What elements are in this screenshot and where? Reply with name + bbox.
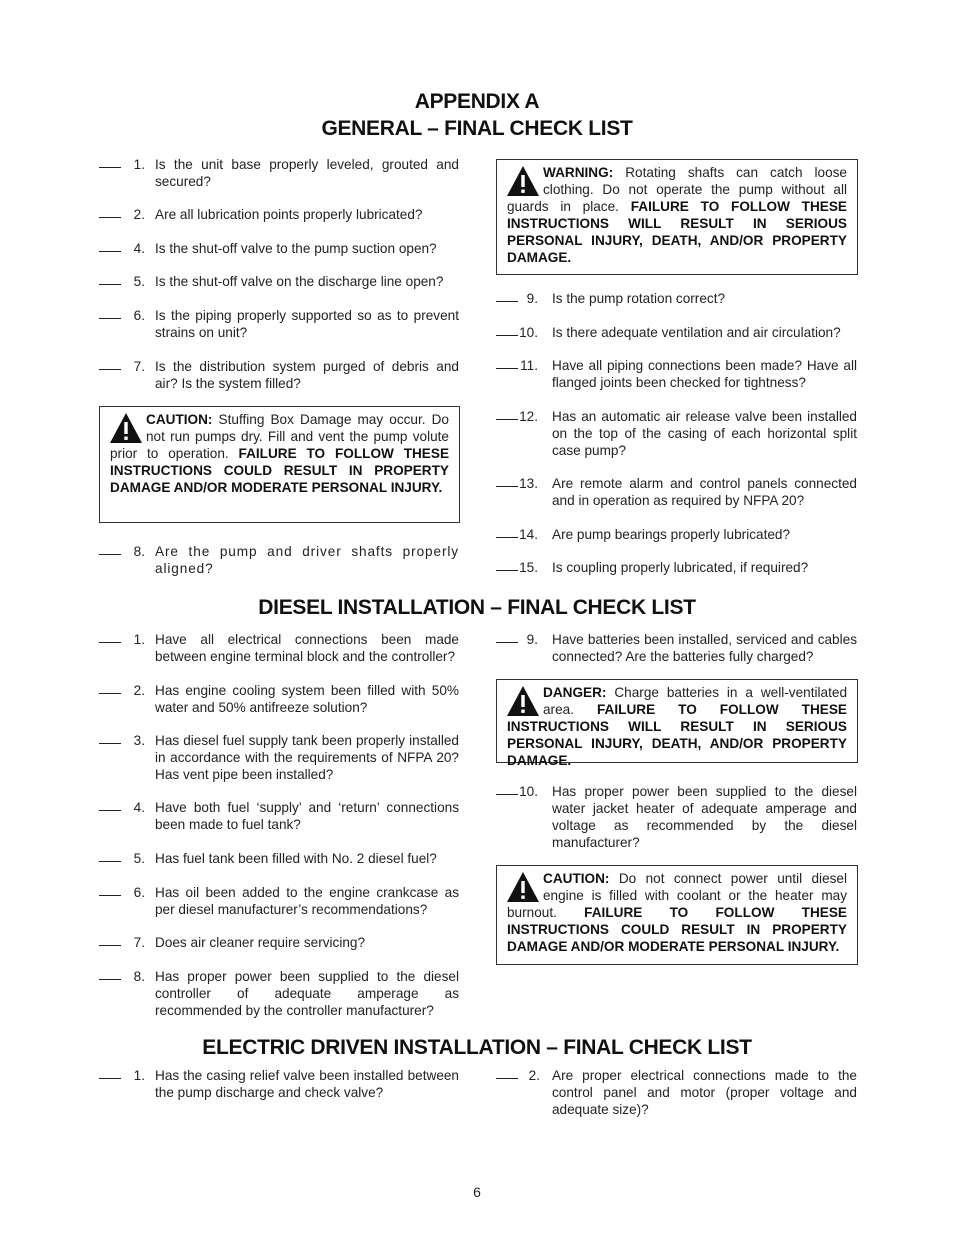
diesel-item-8[interactable]: 8. Has proper power been supplied to the diesel controller of adequate amperage as recommended by the controller manufacturer? [133, 969, 459, 1018]
diesel-item-4[interactable]: 4. Have both fuel ‘supply’ and ‘return’ connections been made to fuel tank? [133, 800, 459, 832]
general-item-6[interactable]: 6. Is the piping properly supported so as to prevent strains on unit? [133, 308, 459, 340]
appendix-title: APPENDIX A [414, 90, 540, 113]
danger-bold-text: FAILURE TO FOLLOW THESE INSTRUCTIONS WILL RESULT IN SERIOUS PERSONAL INJURY, DEATH, AND/OR PROPERTY DAMAGE. [507, 702, 848, 768]
general-title: GENERAL – FINAL CHECK LIST [321, 117, 633, 140]
general-caution-box [99, 406, 460, 523]
general-item-2[interactable]: 2. Are all lubrication points properly lubricated? [133, 207, 423, 222]
danger-label: DANGER: [543, 685, 607, 700]
warning-label: WARNING: [543, 165, 614, 180]
diesel-item-10[interactable]: 10. Has proper power been supplied to the diesel water jacket heater of adequate amperage and voltage as recommended by the diesel manufacturer? [519, 784, 857, 850]
general-item-4[interactable]: 4. Is the shut-off valve to the pump suction open? [133, 241, 437, 256]
caution-label: CAUTION: [543, 871, 610, 886]
general-item-14[interactable]: 14. Are pump bearings properly lubricated? [519, 527, 791, 542]
danger-text: Charge batteries in a well-ventilated area. [543, 685, 848, 717]
diesel-item-9[interactable]: 9. Have batteries been installed, serviced and cables connected? Are the batteries fully charged? [526, 632, 857, 664]
warning-triangle-icon [505, 684, 541, 718]
warning-triangle-icon [505, 870, 541, 904]
caution-bold-text: FAILURE TO FOLLOW THESE INSTRUCTIONS COULD RESULT IN PROPERTY DAMAGE AND/OR MODERATE PERSONAL INJURY. [507, 905, 847, 954]
warning-triangle-icon [505, 164, 541, 198]
diesel-item-5[interactable]: 5. Has fuel tank been filled with No. 2 diesel fuel? [133, 851, 437, 866]
page-number: 6 [473, 1184, 481, 1200]
diesel-item-1[interactable]: 1. Have all electrical connections been made between engine terminal block and the controller? [133, 632, 459, 664]
caution-text: Do not connect power until diesel engine is filled with coolant or the heater may burnout. [507, 871, 848, 920]
electric-title: ELECTRIC DRIVEN INSTALLATION – FINAL CHECK LIST [202, 1036, 752, 1059]
general-warning-box [496, 159, 858, 275]
general-item-15[interactable]: 15. Is coupling properly lubricated, if required? [519, 560, 809, 575]
diesel-title: DIESEL INSTALLATION – FINAL CHECK LIST [258, 596, 696, 619]
general-item-9[interactable]: 9. Is the pump rotation correct? [526, 291, 726, 306]
warning-bold-text: FAILURE TO FOLLOW THESE INSTRUCTIONS WILL RESULT IN SERIOUS PERSONAL INJURY, DEATH, AND/OR PROPERTY DAMAGE. [507, 199, 847, 265]
general-item-8[interactable]: 8. Are the pump and driver shafts properly aligned? [133, 544, 459, 576]
diesel-item-6[interactable]: 6. Has oil been added to the engine crankcase as per diesel manufacturer’s recommendations? [133, 885, 459, 917]
electric-item-1[interactable]: 1. Has the casing relief valve been installed between the pump discharge and check valve? [133, 1068, 459, 1100]
diesel-caution-box [496, 865, 858, 965]
general-item-13[interactable]: 13. Are remote alarm and control panels connected and in operation as required by NFPA 20? [519, 476, 857, 508]
general-item-12[interactable]: 12. Has an automatic air release valve been installed on the top of the casing of each horizontal split case pump? [519, 409, 857, 458]
caution-text: Stuffing Box Damage may occur. Do not run pumps dry. Fill and vent the pump volute prior to operation. [110, 412, 449, 461]
warning-triangle-icon [108, 411, 144, 445]
caution-bold-text: FAILURE TO FOLLOW THESE INSTRUCTIONS COULD RESULT IN PROPERTY DAMAGE AND/OR MODERATE PERSONAL INJURY. [110, 446, 450, 495]
general-item-7[interactable]: 7. Is the distribution system purged of debris and air? Is the system filled? [133, 359, 459, 391]
general-item-5[interactable]: 5. Is the shut-off valve on the discharge line open? [133, 274, 444, 289]
general-item-10[interactable]: 10. Is there adequate ventilation and air circulation? [519, 325, 841, 340]
diesel-item-2[interactable]: 2. Has engine cooling system been filled with 50% water and 50% antifreeze solution? [133, 683, 459, 715]
diesel-item-7[interactable]: 7. Does air cleaner require servicing? [133, 935, 366, 950]
diesel-item-3[interactable]: 3. Has diesel fuel supply tank been properly installed in accordance with the requirements of NFPA 20? Has vent pipe been installed? [133, 733, 459, 782]
general-item-1[interactable]: 1. Is the unit base properly leveled, grouted and secured? [133, 157, 459, 189]
warning-text: Rotating shafts can catch loose clothing. Do not operate the pump without all guards in place. [507, 165, 847, 214]
diesel-danger-box [496, 679, 858, 768]
general-item-11[interactable]: 11. Have all piping connections been made? Have all flanged joints been checked for tightness? [520, 358, 857, 390]
electric-item-2[interactable]: 2. Are proper electrical connections made to the control panel and motor (proper voltage and adequate size)? [528, 1068, 857, 1117]
caution-label: CAUTION: [146, 412, 213, 427]
